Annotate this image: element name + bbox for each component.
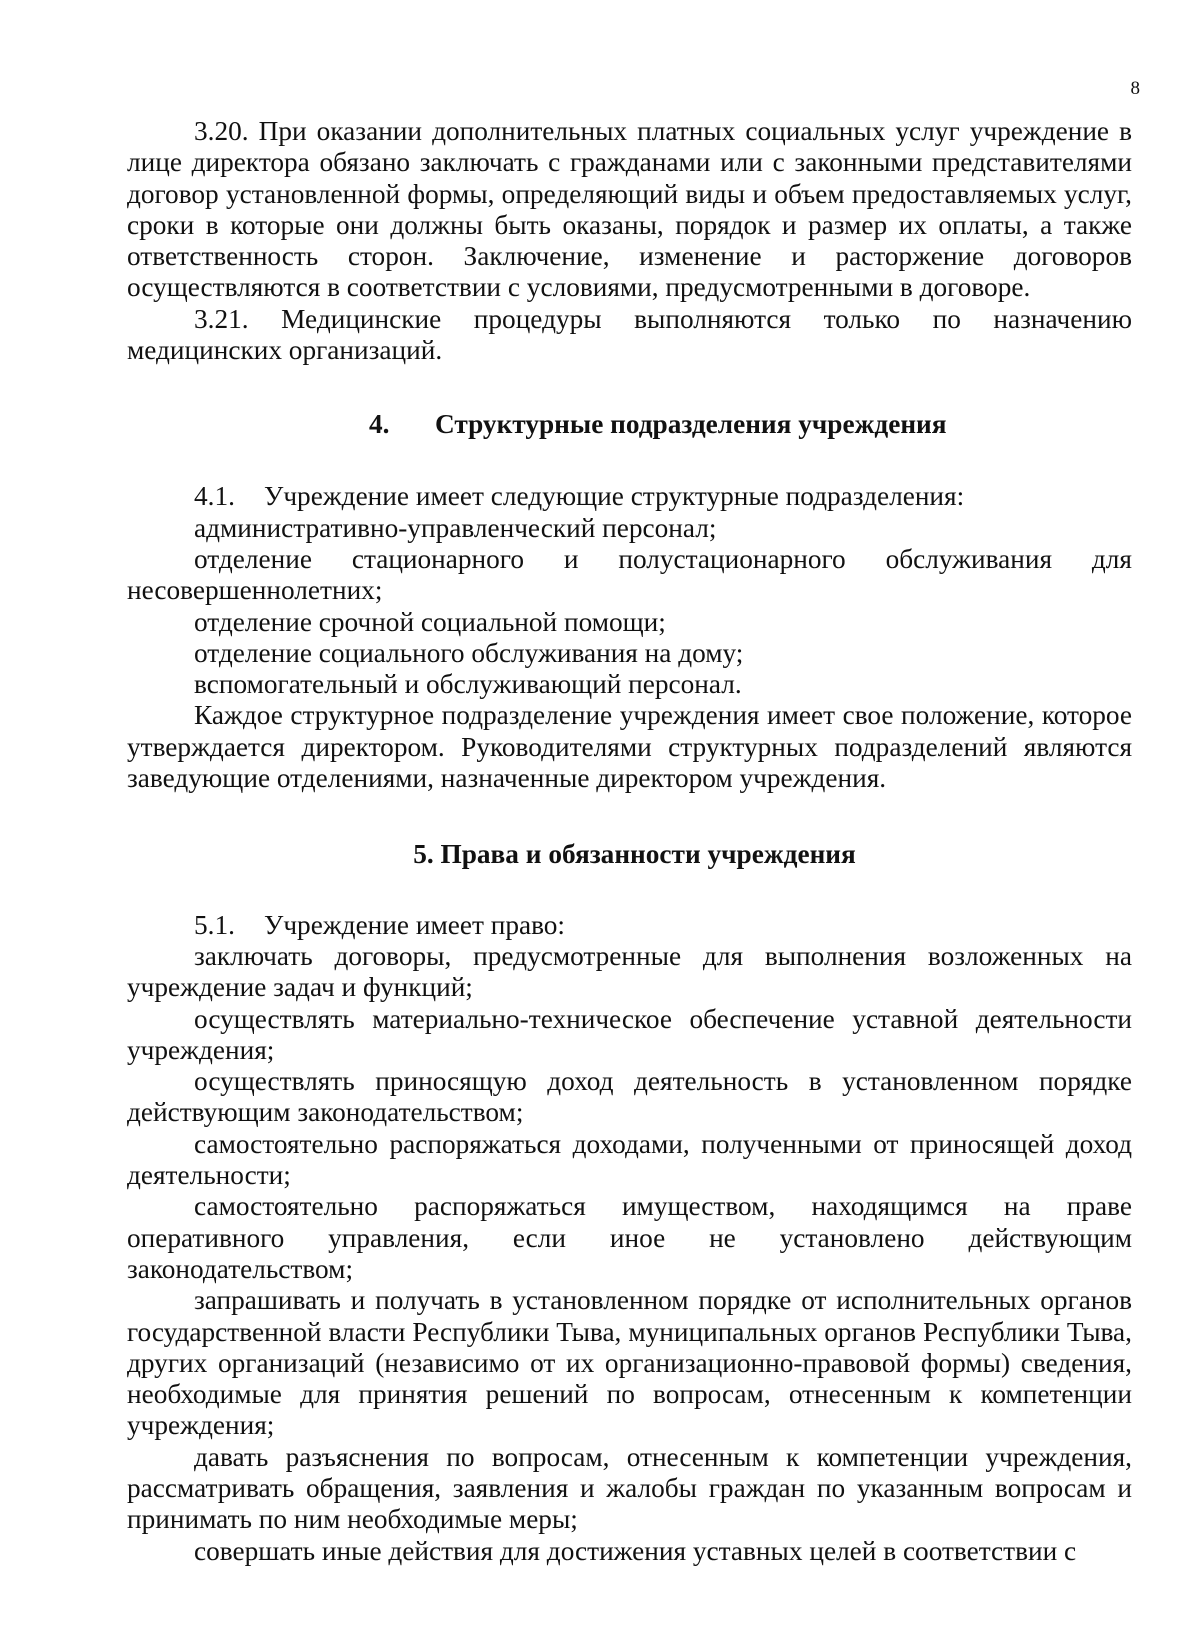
paragraph-4-1-text: Учреждение имеет следующие структурные подразделения:: [264, 481, 965, 512]
page-number: 8: [1130, 78, 1140, 99]
list-item: заключать договоры, предусмотренные для выполнения возложенных на учреждение задач и функций;: [127, 940, 1132, 1003]
paragraph-3-20: 3.20. При оказании дополнительных платных социальных услуг учреждение в лице директора обязано заключать с гражданами или с законными представителями договор установленной формы, определяющий виды и объем предоставляемых услуг, сроки в которые они должны быть оказаны, порядок и размер их оплаты, а также ответственность сторон. Заключение, изменение и расторжение договоров осуществляются в соответствии с условиями, предусмотренными в договоре.: [127, 116, 1132, 303]
section-4-title: Структурные подразделения учреждения: [435, 409, 947, 440]
document-body: [127, 116, 1132, 1567]
paragraph-3-21: 3.21. Медицинские процедуры выполняются только по назначению медицинских организаций.: [127, 303, 1132, 366]
list-item: давать разъяснения по вопросам, отнесенным к компетенции учреждения, рассматривать обращения, заявления и жалобы граждан по указанным вопросам и принимать по ним необходимые меры;: [127, 1441, 1132, 1535]
list-item: осуществлять материально-техническое обеспечение уставной деятельности учреждения;: [127, 1003, 1132, 1065]
paragraph-5-1: [127, 910, 1132, 941]
section-4-number: 4.: [369, 409, 390, 440]
list-item: отделение стационарного и полустационарного обслуживания для несовершеннолетних;: [127, 543, 1132, 606]
list-item: самостоятельно распоряжаться имуществом, находящимся на праве оперативного управления, если иное не установлено действующим законодательством;: [127, 1191, 1132, 1284]
list-item: отделение социального обслуживания на дому;: [194, 637, 744, 668]
list-item: запрашивать и получать в установленном порядке от исполнительных органов государственной власти Республики Тыва, муниципальных органов Республики Тыва, других организаций (независимо от их организационно-правовой формы) сведения, необходимые для принятия решений по вопросам, отнесенным к компетенции учреждения;: [127, 1285, 1132, 1441]
list-item: административно-управленческий персонал;: [194, 512, 717, 543]
paragraph-5-1-text: Учреждение имеет право:: [264, 909, 566, 940]
paragraph-4-closing: Каждое структурное подразделение учреждения имеет свое положение, которое утверждается директором. Руководителями структурных подразделений являются заведующие отделениями, назначенные директором учреждения.: [127, 700, 1132, 794]
paragraph-4-1: [127, 481, 1132, 512]
list-item: вспомогательный и обслуживающий персонал.: [194, 669, 742, 700]
list-item: отделение срочной социальной помощи;: [194, 606, 666, 637]
list-item: самостоятельно распоряжаться доходами, полученными от приносящей доход деятельности;: [127, 1128, 1132, 1191]
section-4-heading: [127, 409, 1132, 440]
list-item: совершать иные действия для достижения уставных целей в соответствии с: [194, 1535, 1077, 1566]
paragraph-4-1-label: 4.1.: [194, 481, 235, 512]
list-item: осуществлять приносящую доход деятельность в установленном порядке действующим законодательством;: [127, 1066, 1132, 1128]
section-5-heading: 5. Права и обязанности учреждения: [413, 839, 856, 870]
paragraph-5-1-label: 5.1.: [194, 909, 235, 940]
